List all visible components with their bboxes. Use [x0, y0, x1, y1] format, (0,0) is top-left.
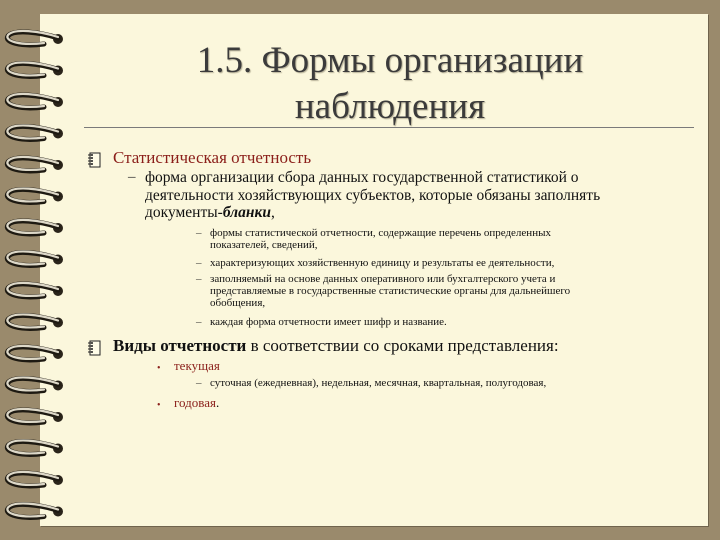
definition-line-2: деятельности хозяйствующих субъектов, которые обязаны заполнять — [145, 186, 601, 204]
dash-marker: – — [196, 257, 202, 269]
subitem-3 — [210, 273, 680, 309]
spiral-ring-icon — [7, 62, 63, 76]
definition-line-3-text: документы- — [145, 204, 223, 221]
item2-heading — [113, 336, 559, 356]
spiral-ring-icon — [7, 377, 63, 391]
spiral-binding — [0, 0, 80, 540]
spiral-ring-icon — [7, 503, 63, 517]
spiral-ring-icon — [7, 346, 63, 360]
dash-marker: – — [196, 316, 202, 328]
dash-marker: – — [196, 377, 202, 389]
type-annual-label: годовая — [174, 395, 216, 410]
item2-heading-bold: Виды отчетности — [113, 336, 247, 355]
subitem-2-line-1: характеризующих хозяйственную единицу и результаты ее деятельности, — [210, 257, 555, 269]
spiral-ring-icon — [7, 94, 63, 108]
subitem-4 — [210, 316, 680, 328]
item2-heading-rest: в соответствии со сроками представления: — [246, 336, 559, 355]
notebook-bullet-icon — [86, 152, 102, 168]
subitem-2 — [210, 257, 680, 269]
definition-line-3-comma: , — [270, 204, 275, 221]
spiral-ring-icon — [7, 188, 63, 202]
spiral-ring-icon — [7, 314, 63, 328]
subitem-3-line-3: обобщения, — [210, 297, 266, 309]
title-divider — [84, 127, 694, 128]
type-current: текущая — [174, 358, 220, 373]
subitem-4-line-1: каждая форма отчетности имеет шифр и название. — [210, 316, 447, 328]
type-annual — [174, 395, 219, 411]
type-annual-suffix: . — [215, 395, 220, 410]
notebook-bullet-icon — [86, 340, 102, 356]
spiral-ring-icon — [7, 125, 63, 139]
title-line-1: 1.5. Формы организации — [196, 40, 584, 81]
dash-marker: – — [196, 227, 202, 239]
spiral-ring-icon — [7, 409, 63, 423]
spiral-ring-icon — [7, 157, 63, 171]
spiral-ring-icon — [7, 31, 63, 45]
item1-heading: Статистическая отчетность — [113, 148, 312, 167]
dash-marker: – — [128, 169, 136, 185]
subitem-1-line-2: показателей, сведений, — [210, 239, 318, 251]
spiral-ring-icon — [7, 440, 63, 454]
spiral-ring-icon — [7, 220, 63, 234]
spiral-ring-icon — [7, 472, 63, 486]
dot-marker: • — [157, 363, 161, 374]
page-title — [90, 38, 690, 130]
definition-line-1: форма организации сбора данных государственной статистикой о — [145, 169, 579, 186]
subitem-3-line-1: заполняемый на основе данных оперативного или бухгалтерского учета и — [210, 273, 556, 285]
title-line-2: наблюдения — [294, 86, 486, 127]
subitem-1-line-1: формы статистической отчетности, содержащие перечень определенных — [210, 227, 551, 239]
spiral-ring-icon — [7, 251, 63, 265]
dot-marker: • — [157, 400, 161, 411]
subitem-3-line-2: представляемые в государственные статистические органы для дальнейшего — [210, 285, 571, 297]
definition-line-3 — [145, 204, 685, 222]
type-current-detail: суточная (ежедневная), недельная, месячная, квартальная, полугодовая, — [210, 377, 547, 389]
spiral-ring-icon — [7, 283, 63, 297]
dash-marker: – — [196, 273, 202, 285]
item1-definition — [145, 169, 685, 222]
blanki-term: бланки — [222, 204, 271, 221]
subitem-1 — [210, 227, 680, 251]
